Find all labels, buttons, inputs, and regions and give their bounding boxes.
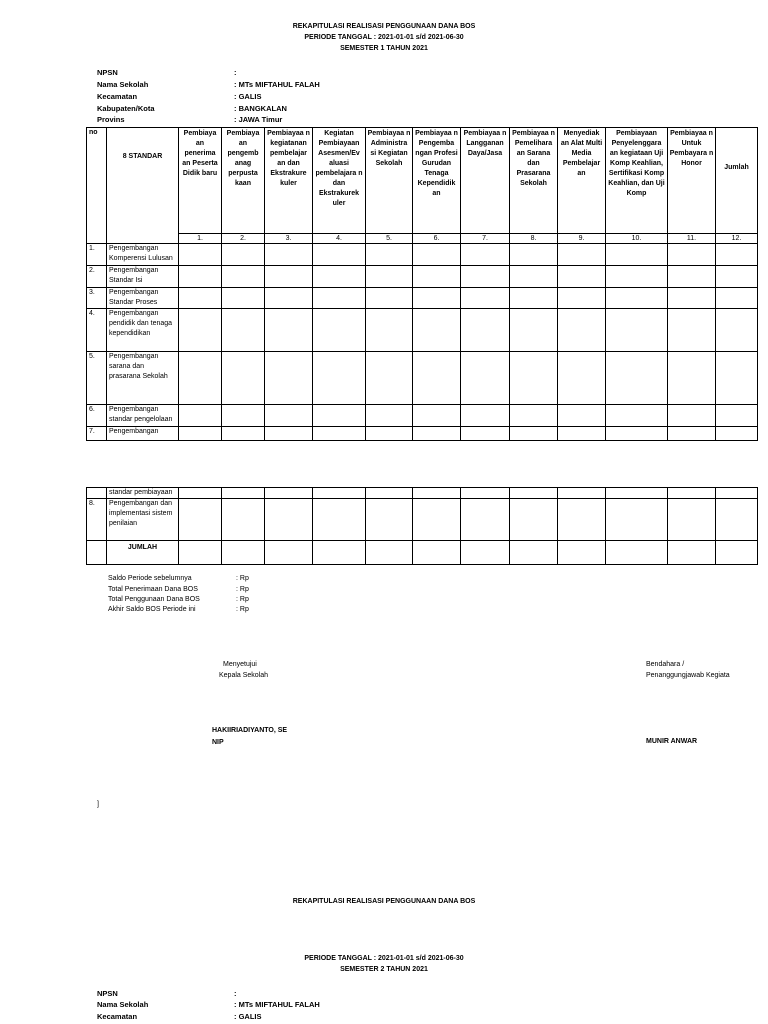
report-title: REKAPITULASI REALISASI PENGGUNAAN DANA BOS [292,23,476,30]
col-number-11: 11. [668,234,716,244]
row-category: Pengembangan [107,427,179,441]
table-row [87,488,758,499]
row-number: 4. [87,309,107,352]
row-category: Pengembangan Komperensi Lulusan [107,244,179,266]
header-col-12: Jumlah [716,128,758,234]
table-row [87,427,758,441]
summary-label: Total Penggunaan Dana BOS [108,596,200,603]
identity-value-npsn: : [234,989,237,998]
header-col-8: Pembiayaa n Pemelihara an Sarana dan Prasarana Sekolah [510,128,558,234]
table-row [87,405,758,427]
identity-label-district: Kecamatan [97,1012,138,1021]
summary-label: Akhir Saldo BOS Periode ini [108,606,196,613]
col-number-6: 6. [413,234,461,244]
col-number-1: 1. [179,234,222,244]
identity-value-school: : MTs MIFTAHUL FALAH [234,80,320,89]
header-standar: 8 STANDAR [107,128,179,244]
identity-value-district: : GALIS [234,1012,262,1021]
table-row [87,266,758,288]
col-number-3: 3. [265,234,313,244]
col-number-5: 5. [366,234,413,244]
row-number: 1. [87,244,107,266]
row-category: Pengembangan pendidik dan tenaga kependidikan [107,309,179,352]
signature-right-role: Penanggungjawab Kegiata [646,672,730,679]
col-number-12: 12. [716,234,758,244]
report2-title: REKAPITULASI REALISASI PENGGUNAAN DANA BOS [292,898,476,905]
signature-left-title: Kepala Sekolah [219,672,269,679]
col-number-2: 2. [222,234,265,244]
summary-value: : Rp [236,596,249,603]
report-semester: SEMESTER 1 TAHUN 2021 [340,45,428,52]
col-number-4: 4. [313,234,366,244]
row-category: Pengembangan Standar Proses [107,288,179,309]
table-header-row [87,128,758,234]
row-category: Pengembangan sarana dan prasarana Sekolah [107,352,179,405]
row-category: Pengembangan Standar Isi [107,266,179,288]
header-col-10: Pembiayaan Penyelenggara an kegiataan Uji Komp Keahlian, Sertifikasi Komp Keahlian, dan Uji Komp [606,128,668,234]
stray-mark: ] [97,801,99,808]
row-category: standar pembiayaan [107,488,179,499]
summary-label: Saldo Periode sebelumnya [108,575,192,582]
header-col-3: Pembiayaa n kegiatanan pembelajar an dan Ekstrakure kuler [265,128,313,234]
table-row [87,288,758,309]
header-col-6: Pembiayaa n Pengemba ngan Profesi Gurudan Tenaga Kependidik an [413,128,461,234]
report2-period: PERIODE TANGGAL : 2021-01-01 s/d 2021-06-30 [304,955,464,962]
summary-value: : Rp [236,606,249,613]
signature-left-approval: Menyetujui [223,661,257,668]
row-category: Pengembangan standar pengelolaan [107,405,179,427]
signature-right-title: Bendahara / [646,661,685,668]
summary-value: : Rp [236,575,249,582]
row-number: 7. [87,427,107,441]
header-col-2: Pembiaya an pengemb anag perpusta kaan [222,128,265,234]
identity-value-school: : MTs MIFTAHUL FALAH [234,1000,320,1009]
signature-right-name: MUNIR ANWAR [646,738,698,745]
col-number-7: 7. [461,234,510,244]
table-row [87,499,758,541]
row-number: 5. [87,352,107,405]
identity-label-district: Kecamatan [97,92,138,101]
identity-label-npsn: NPSN [97,68,118,77]
row-number: 2. [87,266,107,288]
identity-value-district: : GALIS [234,92,262,101]
report2-semester: SEMESTER 2 TAHUN 2021 [340,966,428,973]
col-number-10: 10. [606,234,668,244]
header-col-5: Pembiayaa n Administra si Kegiatan Sekolah [366,128,413,234]
header-col-1: Pembiaya an penerima an Peserta Didik baru [179,128,222,234]
table-row [87,309,758,352]
total-label: JUMLAH [107,541,179,565]
identity-value-province: : JAWA Timur [234,115,283,124]
table-row [87,352,758,405]
header-col-11: Pembiayaa n Untuk Pembayara n Honor [668,128,716,234]
identity-label-regency: Kabupaten/Kota [97,104,155,113]
row-number: 3. [87,288,107,309]
recap-table [86,127,758,441]
summary-value: : Rp [236,586,249,593]
total-row [87,541,758,565]
header-col-7: Pembiayaa n Langganan Daya/Jasa [461,128,510,234]
row-number: 8. [87,499,107,541]
row-category: Pengembangan dan implementasi sistem penilaian [107,499,179,541]
column-number-row [87,234,758,244]
identity-label-school: Nama Sekolah [97,1000,149,1009]
header-col-4: Kegiatan Pembiayaan Asesmen/Ev aluasi pembelajara n dan Ekstrakurek uler [313,128,366,234]
header-no: no [87,128,107,244]
identity-value-npsn: : [234,68,237,77]
identity-label-province: Provins [97,115,125,124]
col-number-8: 8. [510,234,558,244]
table-row [87,244,758,266]
recap-table-continuation [86,487,758,565]
identity-label-npsn: NPSN [97,989,118,998]
identity-label-school: Nama Sekolah [97,80,149,89]
header-col-9: Menyediak an Alat Multi Media Pembelajar an [558,128,606,234]
report-period: PERIODE TANGGAL : 2021-01-01 s/d 2021-06-30 [304,34,464,41]
row-number: 6. [87,405,107,427]
signature-left-name: HAKIIRIADIYANTO, SE [212,727,288,734]
signature-left-nip: NIP [212,739,224,746]
identity-value-regency: : BANGKALAN [234,104,287,113]
summary-label: Total Penerimaan Dana BOS [108,586,198,593]
col-number-9: 9. [558,234,606,244]
row-number [87,488,107,499]
